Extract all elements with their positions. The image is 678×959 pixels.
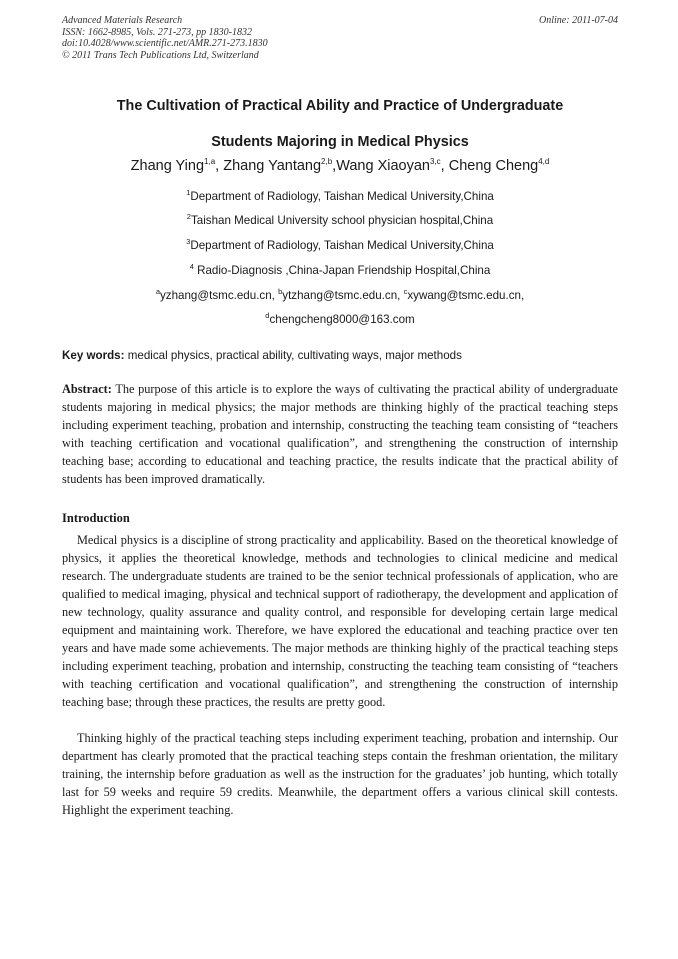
affiliation-2	[62, 214, 618, 228]
affiliation-sup: 3	[186, 237, 191, 246]
author-sup: 2,b	[321, 157, 333, 166]
author-name: Cheng Cheng	[448, 158, 539, 174]
affiliation-1	[62, 190, 618, 204]
affiliation-4	[62, 264, 618, 278]
affiliation-3	[62, 239, 618, 253]
email-text: xywang@tsmc.edu.cn,	[407, 289, 525, 302]
affiliation-sup: 4	[189, 262, 194, 271]
author-list: Zhang Ying$^{1,a}$, Zhang Yantang$^{2,b}$,Wang Xiaoyan$^{3,c}$, Cheng Cheng$^{4,d}$	[130, 157, 550, 174]
affiliation-text: Department of Radiology, Taishan Medical University,China	[190, 190, 494, 203]
affiliation-sup: 1	[186, 188, 191, 197]
affiliation-text: Taishan Medical University school physician hospital,China	[190, 214, 494, 227]
email-text: yzhang@tsmc.edu.cn,	[160, 289, 279, 302]
abstract-text: The purpose of this article is to explore the ways of cultivating the practical ability of undergraduate students majoring in medical physics; the major methods are thinking highly of the practical teaching steps including experiment teaching, probation and internship, constructing the teaching team consisting of “teachers with teaching certification and vocational qualification”, and strengthening the construction of internship teaching base; according to educational and teaching practice, the results indicate that the practical ability of students has been improved dramatically.	[62, 382, 618, 486]
abstract-label: Abstract:	[62, 382, 112, 396]
affiliation-text: Department of Radiology, Taishan Medical University,China	[190, 239, 494, 252]
author-name: Zhang Ying	[130, 158, 205, 174]
title-line-2: Students Majoring in Medical Physics	[211, 134, 469, 150]
keywords-text: medical physics, practical ability, cultivating ways, major methods	[124, 349, 462, 362]
paragraph-2: Thinking highly of the practical teaching steps including experiment teaching, probation and internship. Our department has clearly promoted that the practical teaching steps contain the freshman orientation, the military training, the internship before graduation as well as the instruction for the graduates’ job hunting, which totally last for 59 weeks and require 59 credits. Meanwhile, the department offers a various clinical skill contests. Highlight the experiment teaching.	[62, 731, 618, 817]
journal-name: Advanced Materials Research	[62, 15, 183, 26]
email-text: chengcheng8000@163.com	[269, 313, 415, 326]
journal-header	[62, 15, 618, 61]
author-sup: 3,c	[429, 157, 441, 166]
journal-issn: ISSN: 1662-8985, Vols. 271-273, pp 1830-1832	[62, 26, 252, 38]
section-heading: Introduction	[62, 511, 130, 525]
author-name: Zhang Yantang	[223, 158, 322, 174]
email-sup: a	[155, 287, 160, 296]
title-line-1: The Cultivation of Practical Ability and Practice of Undergraduate	[116, 98, 564, 114]
author-sup: 1,a	[204, 157, 216, 166]
affiliation-sup: 2	[186, 212, 191, 221]
email-sup: b	[278, 287, 283, 296]
email-sup: c	[403, 287, 408, 296]
author-sup: 4,d	[538, 157, 550, 166]
email-line-2	[62, 313, 618, 327]
paragraph-1: Medical physics is a discipline of strong practicality and applicability. Based on the theoretical knowledge of physics, it applies the theoretical knowledge, methods and technologies to clinical medicine and medical research. The undergraduate students are trained to be the senior technical professionals of application, who are qualified to medical imaging, physical and technical support of radiotherapy, the development and application of new technology, quality assurance and quality control, and responsible for developing certain large medical equipment and maintaining work. Therefore, we have explored the educational and teaching practice over ten years and have made some achievements. The major methods are thinking highly of the practical teaching steps including experiment teaching, probation and internship, constructing the teaching team consisting of “teachers with teaching certification and vocational qualification”, and strengthening the construction of internship teaching base; through these practices, the results are pretty good.	[62, 533, 618, 709]
keywords-label: Key words:	[62, 349, 125, 362]
affiliation-text: Radio-Diagnosis ,China-Japan Friendship Hospital,China	[193, 264, 491, 277]
journal-doi: doi:10.4028/www.scientific.net/AMR.271-273.1830	[62, 38, 268, 49]
journal-copyright: © 2011 Trans Tech Publications Ltd, Switzerland	[62, 49, 259, 61]
email-sup: d	[265, 311, 270, 320]
author-name: Wang Xiaoyan	[336, 158, 430, 174]
abstract	[62, 380, 618, 488]
email-text: ytzhang@tsmc.edu.cn,	[282, 289, 404, 302]
email-line-1	[62, 289, 618, 303]
paper-title	[62, 88, 618, 160]
keywords	[62, 349, 618, 363]
online-date: Online: 2011-07-04	[539, 15, 618, 26]
